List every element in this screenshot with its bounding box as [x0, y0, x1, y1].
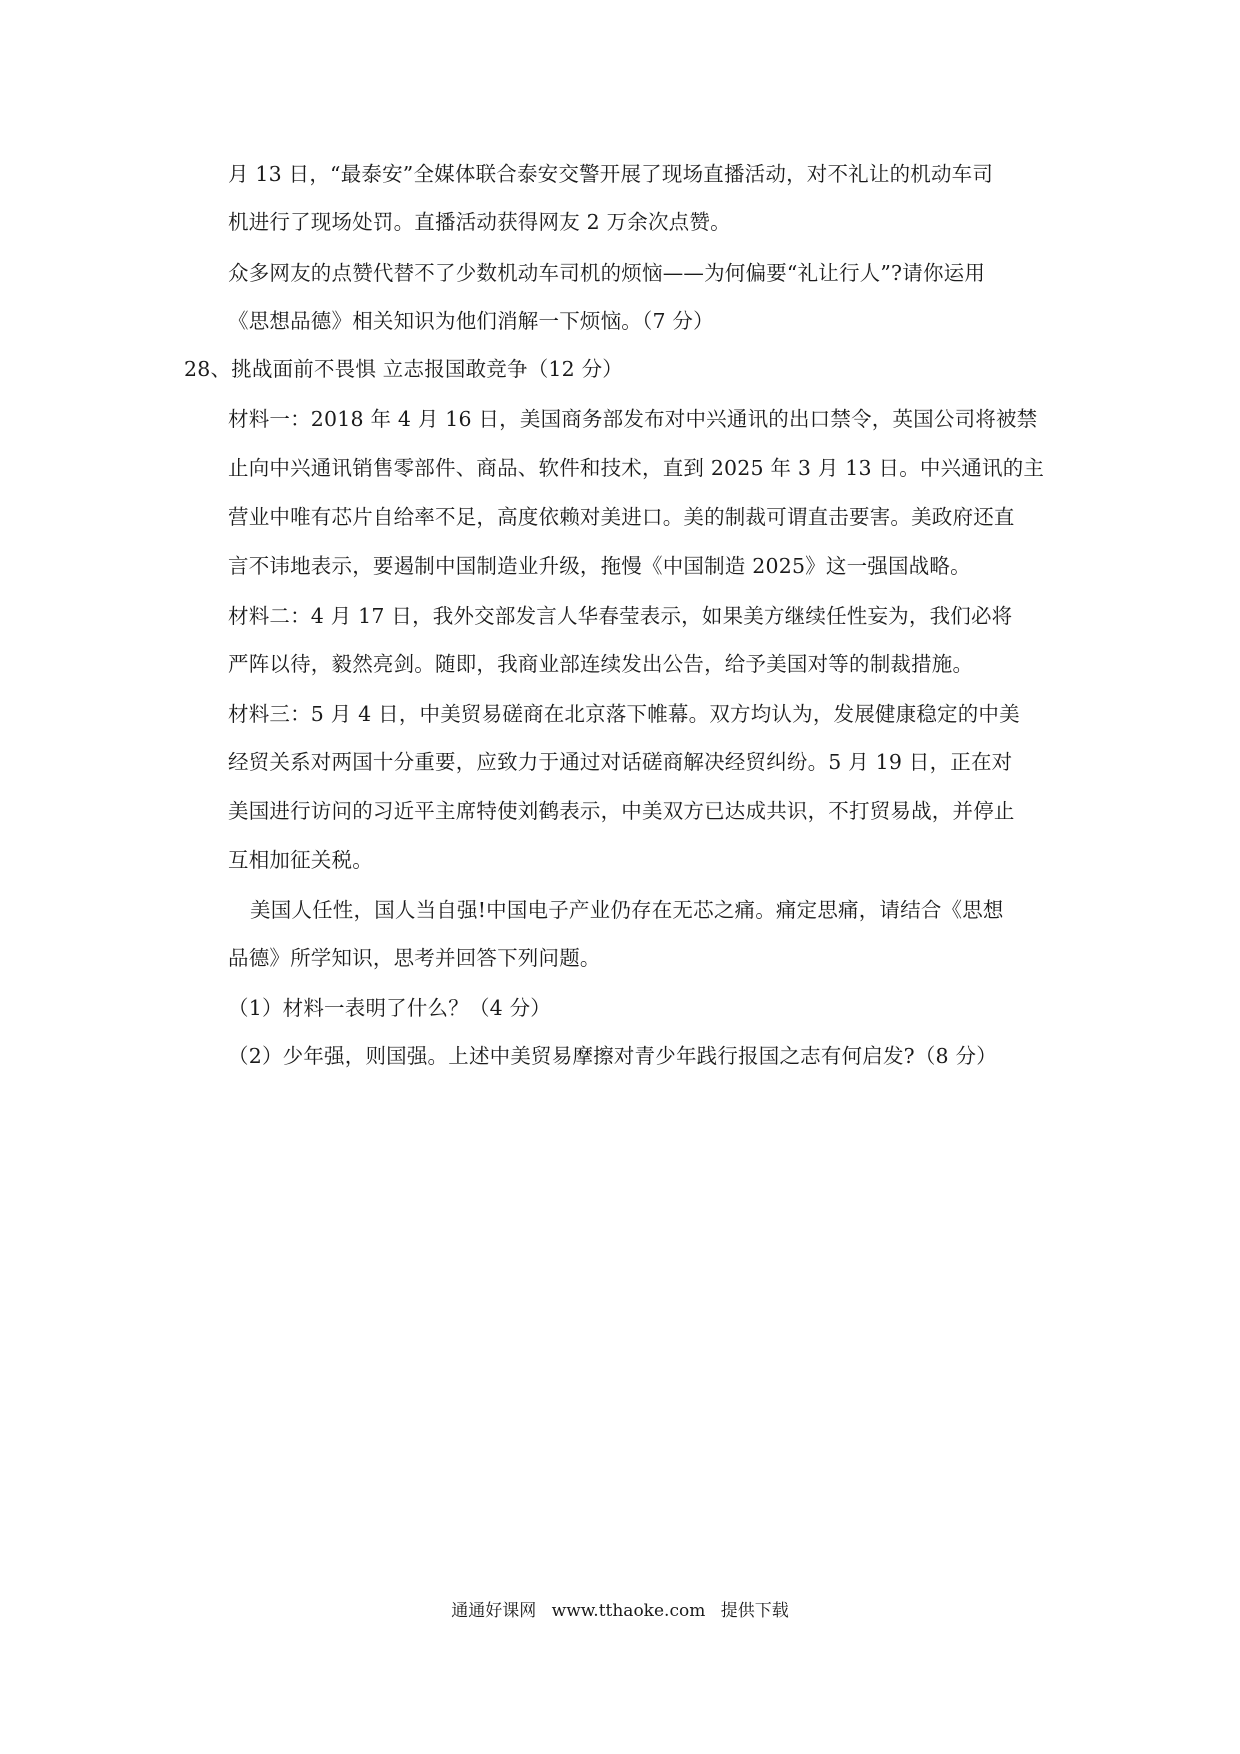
material1-line-3: 营业中唯有芯片自给率不足，高度依赖对美进口。美的制裁可谓直击要害。美政府还直	[228, 505, 1015, 529]
material3-line-3: 美国进行访问的习近平主席特使刘鹤表示，中美双方已达成共识，不打贸易战，并停止	[228, 799, 1015, 823]
question28-heading: 28、挑战面前不畏惧 立志报国敢竞争（12 分）	[184, 357, 624, 381]
continuation-line-2: 机进行了现场处罚。直播活动获得网友 2 万余次点赞。	[228, 210, 731, 234]
material3-line-2: 经贸关系对两国十分重要，应致力于通过对话磋商解决经贸纠纷。5 月 19 日，正在对	[228, 750, 1013, 774]
footer-url[interactable]: www.tthaoke.com	[551, 1601, 706, 1621]
material1-line-4: 言不讳地表示，要遏制中国制造业升级，拖慢《中国制造 2025》这一强国战略。	[228, 554, 971, 578]
sub-question-1: （1）材料一表明了什么？（4 分）	[228, 996, 552, 1020]
question27-prompt-line-1: 众多网友的点赞代替不了少数机动车司机的烦恼——为何偏要“礼让行人”?请你运用	[228, 261, 986, 285]
page-footer	[0, 1599, 1240, 1623]
sub-question-2: （2）少年强，则国强。上述中美贸易摩擦对青少年践行报国之志有何启发?（8 分）	[228, 1044, 997, 1068]
material1-line-2: 止向中兴通讯销售零部件、商品、软件和技术，直到 2025 年 3 月 13 日。中兴通讯的主	[228, 456, 1045, 480]
material2-line-1: 材料二：4 月 17 日，我外交部发言人华春莹表示，如果美方继续任性妄为，我们必将	[228, 604, 1013, 628]
footer-note: 提供下载	[720, 1601, 789, 1621]
question28-prompt-line-2: 品德》所学知识，思考并回答下列问题。	[228, 946, 601, 970]
continuation-line-1: 月 13 日，“最泰安”全媒体联合泰安交警开展了现场直播活动，对不礼让的机动车司	[228, 162, 994, 186]
question27-prompt-line-2: 《思想品德》相关知识为他们消解一下烦恼。（7 分）	[228, 309, 714, 333]
question28-prompt-line-1: 美国人任性，国人当自强!中国电子产业仍存在无芯之痛。痛定思痛，请结合《思想	[250, 898, 1004, 922]
material3-line-1: 材料三：5 月 4 日，中美贸易磋商在北京落下帷幕。双方均认为，发展健康稳定的中美	[228, 702, 1020, 726]
footer-site-name: 通通好课网	[451, 1601, 537, 1621]
material3-line-4: 互相加征关税。	[228, 848, 373, 872]
material2-line-2: 严阵以待，毅然亮剑。随即，我商业部连续发出公告，给予美国对等的制裁措施。	[228, 652, 974, 676]
material1-line-1: 材料一：2018 年 4 月 16 日，美国商务部发布对中兴通讯的出口禁令，英国公司将被禁	[228, 407, 1038, 431]
